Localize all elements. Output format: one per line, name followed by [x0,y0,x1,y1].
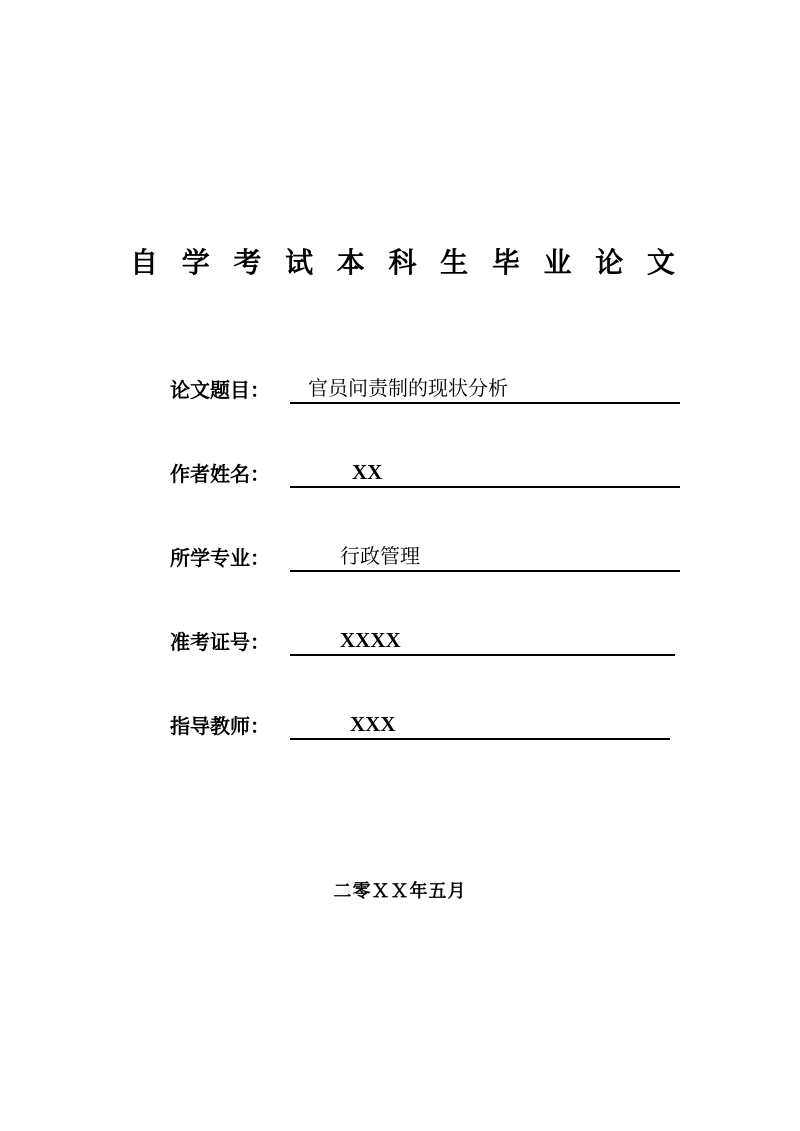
title-char: 试 [285,246,314,279]
field-value-major: 行政管理 [340,544,420,568]
field-label-author-name: 作者姓名： [170,462,270,486]
underline [290,738,670,740]
cover-date: 二零ＸＸ年五月 [333,881,467,902]
field-label-major: 所学专业： [170,546,270,570]
field-value-supervisor: XXX [350,712,396,736]
title-char: 自 [130,246,159,279]
title-char: 文 [646,246,675,279]
title-char: 本 [336,246,365,279]
underline [290,402,680,404]
title-char: 毕 [491,246,520,279]
field-label-supervisor: 指导教师： [170,714,270,738]
field-exam-id [170,616,680,656]
field-thesis-topic [170,364,680,404]
title-char: 生 [440,246,469,279]
title-char: 论 [595,246,624,279]
title-char: 业 [543,246,572,279]
field-label-exam-id: 准考证号： [170,630,270,654]
title-char: 考 [233,246,262,279]
field-value-exam-id: XXXX [340,628,401,652]
underline [290,570,680,572]
field-value-thesis-topic: 官员问责制的现状分析 [308,376,508,400]
field-major [170,532,680,572]
title-char: 科 [388,246,417,279]
title-char: 学 [181,246,210,279]
underline [290,654,675,656]
underline [290,486,680,488]
field-label-thesis-topic: 论文题目： [170,378,270,402]
field-author-name [170,448,680,488]
field-value-author-name: XX [352,460,383,484]
field-supervisor [170,700,680,740]
cover-title [130,243,675,283]
